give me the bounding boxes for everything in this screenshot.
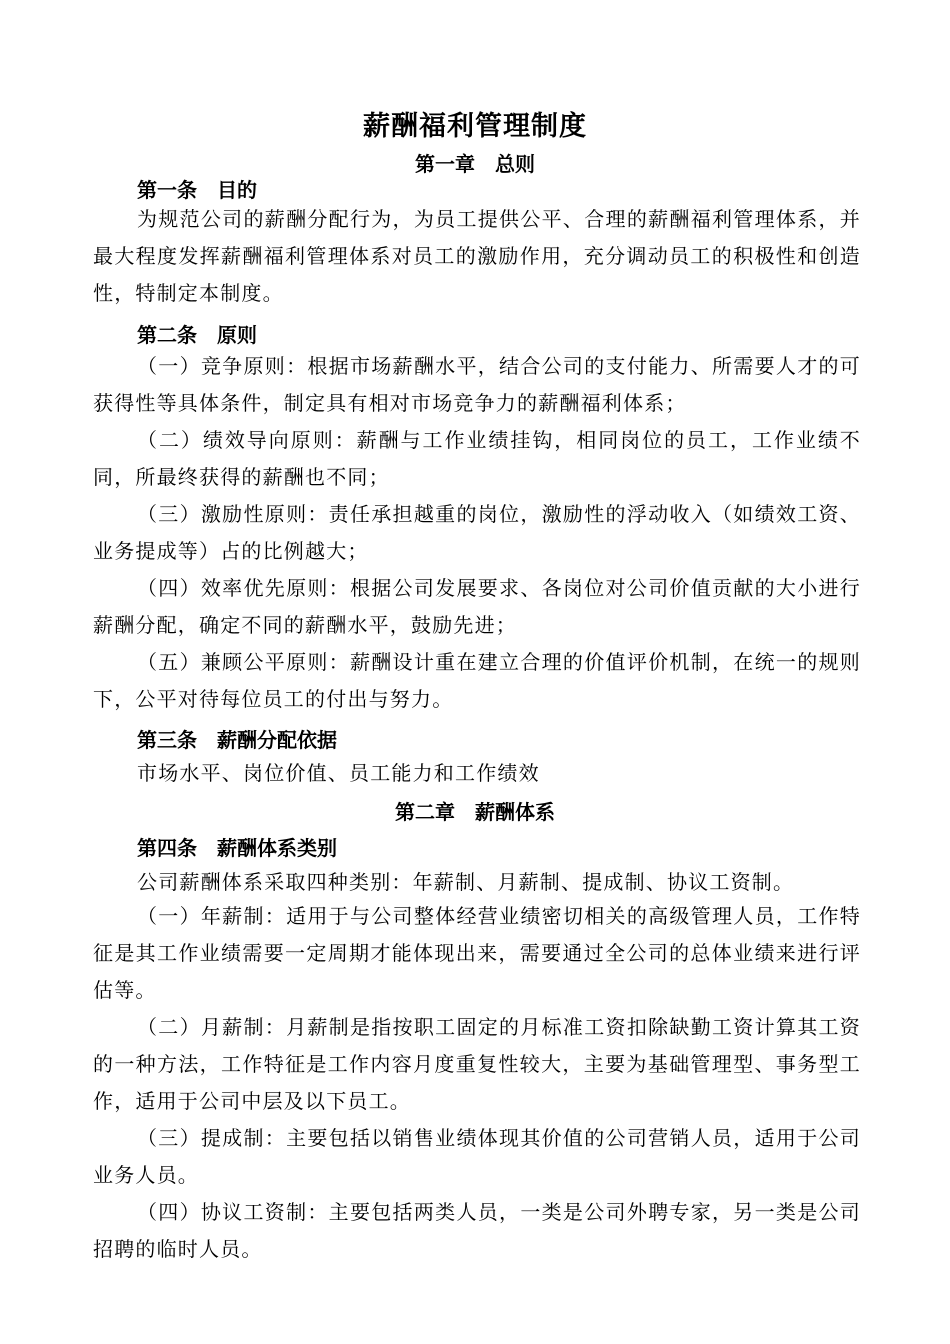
article-3-text: 市场水平、岗位价值、员工能力和工作绩效 <box>137 761 540 785</box>
principle-efficiency: （四）效率优先原则：根据公司发展要求、各岗位对公司价值贡献的大小进行薪酬分配，确定不同的薪酬水平，鼓励先进； <box>93 576 861 637</box>
salary-type-annual: （一）年薪制：适用于与公司整体经营业绩密切相关的高级管理人员，工作特征是其工作业绩需要一定周期才能体现出来，需要通过全公司的总体业绩来进行评估等。 <box>93 904 861 1002</box>
salary-type-contract: （四）协议工资制：主要包括两类人员，一类是公司外聘专家，另一类是公司招聘的临时人员。 <box>93 1200 861 1261</box>
article-2-heading: 第二条 原则 <box>137 323 257 347</box>
chapter-1-heading: 第一章 总则 <box>415 152 535 176</box>
article-3-heading: 第三条 薪酬分配依据 <box>137 728 337 752</box>
article-4-heading: 第四条 薪酬体系类别 <box>137 836 337 860</box>
principle-incentive: （三）激励性原则：责任承担越重的岗位，激励性的浮动收入（如绩效工资、业务提成等）占的比例越大； <box>93 502 861 563</box>
principle-competition: （一）竞争原则：根据市场薪酬水平，结合公司的支付能力、所需要人才的可获得性等具体条件，制定具有相对市场竞争力的薪酬福利体系； <box>93 354 861 415</box>
salary-type-commission: （三）提成制：主要包括以销售业绩体现其价值的公司营销人员，适用于公司业务人员。 <box>93 1126 861 1187</box>
principle-fairness: （五）兼顾公平原则：薪酬设计重在建立合理的价值评价机制，在统一的规则下，公平对待每位员工的付出与努力。 <box>93 650 861 711</box>
article-1-text: 为规范公司的薪酬分配行为，为员工提供公平、合理的薪酬福利管理体系，并最大程度发挥薪酬福利管理体系对员工的激励作用，充分调动员工的积极性和创造性，特制定本制度。 <box>93 207 861 305</box>
chapter-2-heading: 第二章 薪酬体系 <box>395 800 555 824</box>
document-title: 薪酬福利管理制度 <box>363 111 587 142</box>
article-1-heading: 第一条 目的 <box>137 178 257 202</box>
principle-performance: （二）绩效导向原则：薪酬与工作业绩挂钩，相同岗位的员工，工作业绩不同，所最终获得的薪酬也不同； <box>93 428 861 489</box>
article-4-intro: 公司薪酬体系采取四种类别：年薪制、月薪制、提成制、协议工资制。 <box>137 870 795 894</box>
salary-type-monthly: （二）月薪制：月薪制是指按职工固定的月标准工资扣除缺勤工资计算其工资的一种方法，工作特征是工作内容月度重复性较大，主要为基础管理型、事务型工作，适用于公司中层及以下员工。 <box>93 1015 861 1113</box>
